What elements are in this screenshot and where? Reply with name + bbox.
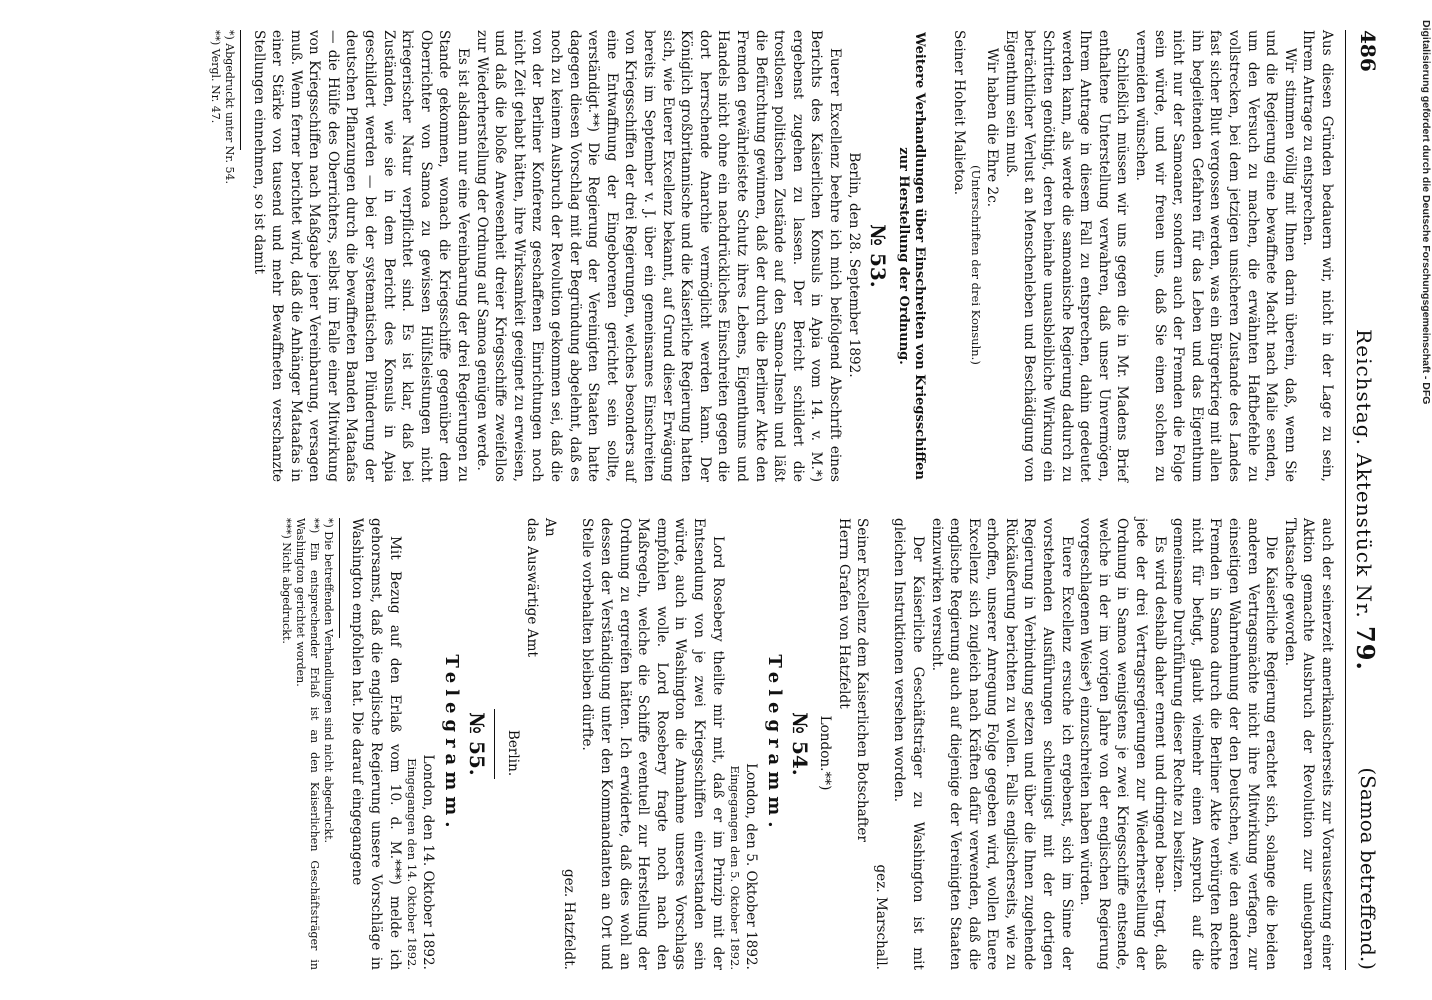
dateline: London, den 14. Oktober 1892. (420, 754, 437, 970)
addressee-line: Herrn Grafen von Hatzfeldt (835, 518, 852, 709)
dfg-credit-text: Digitalisierung gefördert durch die Deutsche Forschungsgemeinschaft - DFG (1420, 20, 1432, 405)
document-number: 79. (1351, 626, 1380, 671)
left-column (208, 30, 1336, 482)
footnote: *) Die betreffenden Verhandlungen sind nicht abgedruckt. (321, 518, 335, 844)
running-head-text: Reichstag. Aktenstück Nr. (1352, 329, 1376, 619)
document-number-54: № 54. (788, 712, 813, 776)
closing-formula: Wir haben die Ehre 2c. (984, 48, 1001, 208)
telegram-heading: Telegramm. (763, 654, 785, 834)
paragraph: Lord Rosebery theilte mir mit, daß er im Prinzip mit der Entsendung von je zwei Kriegsschiffen einverstanden sein würde, auch in Washington die Annahme unseres Vorschlags empfohlen wolle. Lord Rosebery fragte noch nach den Maßregeln, welche die Schiffe eventuell zur Herstellung der Ordnung zu ergreifen hätten. Ich erwiderte, daß dies wohl an dessen der Verständigung unter den Kommandanten an Ort und Stelle vorbehalten bleiben dürfte. (579, 518, 726, 970)
paragraph: auch der seinerzeit amerikanischerseits zur Voraussetzung einer Aktion gemachte Ausbruch der Revolution zur unleugbaren Thatsache geworden. (1281, 518, 1335, 970)
section-title: Weitere Verhandlungen über Einschreiten von Kriegsschiffen zur Herstellung der Ordnung. (896, 32, 928, 480)
dateline: London, den 5. Oktober 1892. (743, 763, 760, 970)
footnote: **) Vergl. Nr. 47. (208, 30, 222, 124)
paragraph: Mit Bezug auf den Erlaß vom 10. d. M.***) melde ich gehorsamst, daß die englische Regierung unsere Vorschläge in Washington empfohlen hat. Die darauf eingegangene (349, 518, 403, 970)
paragraph: Es ist alsdann nur eine Vereinbarung der drei Regierungen zu Stande gekommen, wonach die Kriegsschiffe gegenüber dem Oberrichter von Samoa zu gewissen Hülfsleistungen nicht kriegerischer Natur verpflichtet sind. Es ist klar, daß bei Zuständen, wie sie in dem Bericht des Konsuls in Apia geschildert werden — bei der systematischen Plünderung der deutschen Pflanzungen durch die bewaffneten Banden Mataafas — die Hülfe des Oberrichters, selbst im Falle einer Mitwirkung von Kriegsschiffen nach Maßgabe jener Vereinbarung, versagen muß. Wenn ferner berichtet wird, daß die Anhänger Mataafas in einer Stärke von tausend und mehr Bewaffneten verschanzte Stellungen einnehmen, so ist damit (250, 30, 472, 482)
paragraph: Euere Excellenz ersuche ich ergebenst, sich im Sinne der vorstehenden Ausführungen schleunigst mit der dortigen Regierung in Verbindung setzen und über die Ihnen zugehende Rückäußerung berichten zu wollen. Falls englischerseits, wie zu erhoffen, unserer Anregung Folge gegeben wird, wollen Euere Excellenz sich zugleich nach Kräften dafür verwenden, daß die englische Regierung auch auf diejenige der Vereinigten Staaten einzuwirken versucht. (928, 518, 1075, 970)
paragraph: Es wird deshalb daher ernent und dringend bean- tragt, daß jede der drei Vertragsregierungen zur Wiederherstellung der Ordnung in Samoa wenigstens je zwei Kriegsschiffe entsende, welche in der im vorigen Jahre von der englischen Regierung vorgeschlagenen Weise*) einzuschreiten haben würden. (1077, 518, 1168, 970)
footnote: ***) Nicht abgedruckt. (279, 518, 293, 644)
received-line: Eingegangen den 5. Oktober 1892. (727, 765, 742, 970)
paragraph: Wir stimmen völlig mit Ihnen darin überein, daß, wenn Sie und die Regierung eine bewaffnete Macht nach Malie senden, um den Versuch zu machen, die erwähnten Haftbefehle zu vollstrecken, bei dem jetzigen unsicheren Zustande des Landes fast sicher Blut vergossen werden, was ein Bürgerkrieg mit allen ihn begleitenden Gefahren für das Leben und das Eigenthum nicht nur der Samoaner, sondern auch der Fremden die Folge sein würde, und wir freuen uns, daß Sie einen solchen zu vermeiden wünschen. (1133, 30, 1298, 482)
paragraph: Die Kaiserliche Regierung erachtet sich, solange die beiden anderen Vertragsmächte nicht ihre Mitwirkung verfagen, zur einseitigen Wahrnehmung der den Deutschen, wie den anderen Fremden in Samoa durch die Berliner Akte verbürgten Rechte nicht für befugt, glaubt vielmehr einen Anspruch auf die gemeinsame Durchführung dieser Rechte zu besitzen. (1170, 518, 1280, 970)
document-number-55: № 55. (465, 712, 490, 776)
paragraph: Euerer Excellenz beehre ich mich beifolgend Abschrift eines Berichts des Kaiserlichen Konsuls in Apia vom 14. v. M.*) ergebenst zugehen zu lassen. Der Bericht schildert die trostlosen politischen Zustände auf den Samoa-Inseln und läßt die Befürchtung gewinnen, daß der durch die Berliner Akte den Fremden gewährleistete Schutz ihres Lebens, Eigenthums und Handels nicht ohne ein nachdrückliches Einschreiten gegen die dort herrschende Anarchie vermöglicht werden kann. Der Königlich großbritannische und die Kaiserliche Regierung hatten sich, wie Euerer Excellenz bekannt, auf Grund dieser Erwägung bereits im September v. J. über ein gemeinsames Einschreiten von Kriegsschiffen der drei Regierungen, welches besonders auf eine Entwaffnung der Eingeborenen gerichtet sein sollte, verständigt.**) Die Regierung der Vereinigten Staaten hatte dagegen diesen Vorschlag mit der Begründung abgelehnt, daß es noch zu keinem Ausbruch der Revolution gekommen sei, daß die von der Berliner Konferenz geschaffenen Einrichtungen noch nicht Zeit gehabt hätten, ihre Wirksamkeit geeignet zu erweisen, und daß die bloße Anwesenheit dreier Kriegsschiffe zweifellos zur Wiederherstellung der Ordnung auf Samoa genügen werde. (473, 30, 843, 482)
footnote: *) Abgedruckt unter Nr. 54. (222, 30, 236, 184)
topic-label: (Samoa betreffend.) (1356, 767, 1380, 970)
document-number-53: № 53. (866, 224, 891, 288)
page-header (1345, 30, 1380, 970)
page-number: 486 (1356, 30, 1380, 72)
addressee-line: An (542, 518, 559, 537)
footnote-rule (240, 30, 241, 150)
paragraph: Schließlich müssen wir uns gegen die in Mr. Madens Brief enthaltene Unterstellung verwahren, daß unser Unvermögen, Ihrem Antrage in diesem Fall zu entsprechen, dahin gedeutet werden kann, als werde die samoanische Regierung dadurch zu Schritten genöthigt, deren beinahe unausbleibliche Wirkung ein beträchtlicher Verlust an Menschenleben und Beschädigung von Eigenthum sein muß. (1002, 30, 1131, 482)
addressee-city: London.**) (816, 715, 833, 791)
paragraph: Aus diesen Gründen bedauern wir, nicht in der Lage zu sein, Ihrem Antrage zu entsprechen. (1300, 30, 1335, 482)
separator-rule (494, 709, 495, 779)
signature: gez. Hatzfeldt. (560, 868, 577, 970)
signature: gez. Marschall. (872, 864, 889, 970)
signatures: (Unterschriften der drei Konsuln.) (968, 165, 983, 365)
footnote: **) Ein entsprechender Erlaß ist an den Kaiserlichen Geschäftsträger in Washington gerichtet worden. (293, 518, 321, 970)
dfg-credit-strip (1412, 20, 1432, 980)
addressee: Seiner Hoheit Malietoa. (950, 30, 967, 196)
addressee-line: das Auswärtige Amt (523, 518, 540, 657)
addressee-line: Seiner Excellenz dem Kaiserlichen Botschafter (854, 518, 871, 842)
telegram-heading: Telegramm. (440, 654, 462, 834)
right-column (279, 518, 1336, 970)
dateline: Berlin, den 28. September 1892. (845, 152, 862, 378)
paragraph: Der Kaiserliche Geschäftsträger zu Washington ist mit gleichen Instruktionen versehen worden. (891, 518, 926, 970)
received-line: Eingegangen den 14. Oktober 1892. (404, 758, 419, 970)
footnote-rule (339, 518, 340, 638)
addressee-city: Berlin. (505, 729, 522, 777)
